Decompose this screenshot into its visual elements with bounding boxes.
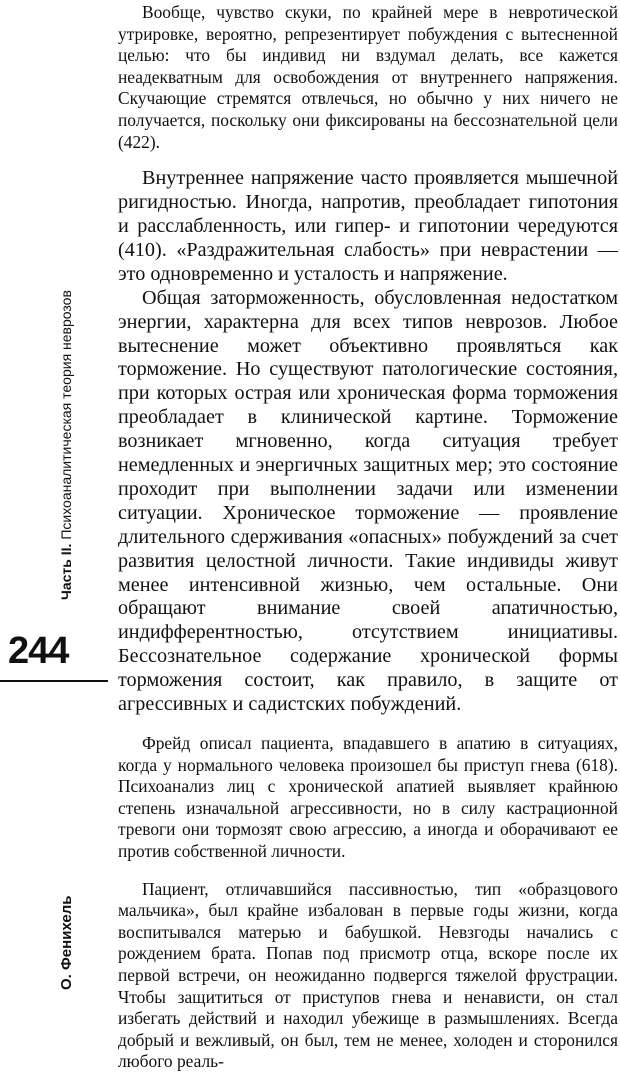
page-number: 244	[8, 630, 69, 672]
part-label: Часть II.	[58, 543, 74, 600]
part-title: Психоаналитическая теория неврозов	[58, 290, 74, 540]
body-text	[118, 2, 618, 1073]
running-head-author: О. Фенихель	[58, 895, 75, 990]
paragraph-freud-patient: Фрейд описал пациента, впадавшего в апатию в ситуациях, когда у нормального человека произошел бы приступ гнева (618). Психоанализ лиц с хронической апатией выявляет крайнюю степень изначальной агрессивности, но в силу кастрационной тревоги они тормозят свою агрессию, а иногда и оборачивают ее против собственной личности.	[118, 733, 618, 861]
paragraph-boredom: Вообще, чувство скуки, по крайней мере в невротической утрировке, вероятно, репрезентирует побуждения с вытесненной целью: что бы индивид ни вздумал делать, все кажется неадекватным для освобождения от внутреннего напряжения. Скучающие стремятся отвлечься, но обычно у них ничего не получается, поскольку они фиксированы на бессознательной цели (422).	[118, 2, 618, 152]
running-head-part	[58, 180, 74, 600]
paragraph-case-study: Пациент, отличавшийся пассивностью, тип «образцового мальчика», был крайне избалован в первые годы жизни, когда воспитывался матерью и бабушкой. Невзгоды начались с рождением брата. Попав под присмотр отца, вскоре после их первой встречи, он неожиданно подвергся тяжелой фрустрации. Чтобы защититься от приступов гнева и ненависти, он стал избегать действий и находил убежище в размышлениях. Всегда добрый и вежливый, он был, тем не менее, холоден и сторонился любого реаль-	[118, 878, 618, 1072]
paragraph-tension: Внутреннее напряжение часто проявляется мышечной ригидностью. Иногда, напротив, преобладает гипотония и расслабленность, или гипер- и гипотонии чередуются (410). «Раздражительная слабость» при неврастении — это одновременно и усталость и напряжение.	[118, 167, 618, 285]
page-number-rule	[0, 680, 108, 682]
paragraph-inhibition: Общая заторможенность, обусловленная недостатком энергии, характерна для всех типов неврозов. Любое вытеснение может объективно проявляться как торможение. Но существуют патологические состояния, при которых острая или хроническая форма торможения преобладает в клинической картине. Торможение возникает мгновенно, когда ситуация требует немедленных и энергичных защитных мер; это состояние проходит при выполнении задачи или изменении ситуации. Хроническое торможение — проявление длительного сдерживания «опасных» побуждений за счет развития целостной личности. Такие индивиды живут менее интенсивной жизнью, чем остальные. Они обращают внимание своей апатичностью, индифферентностью, отсутствием инициативы. Бессознательное содержание хронической формы торможения состоит, как правило, в защите от агрессивных и садистских побуждений.	[118, 286, 618, 716]
